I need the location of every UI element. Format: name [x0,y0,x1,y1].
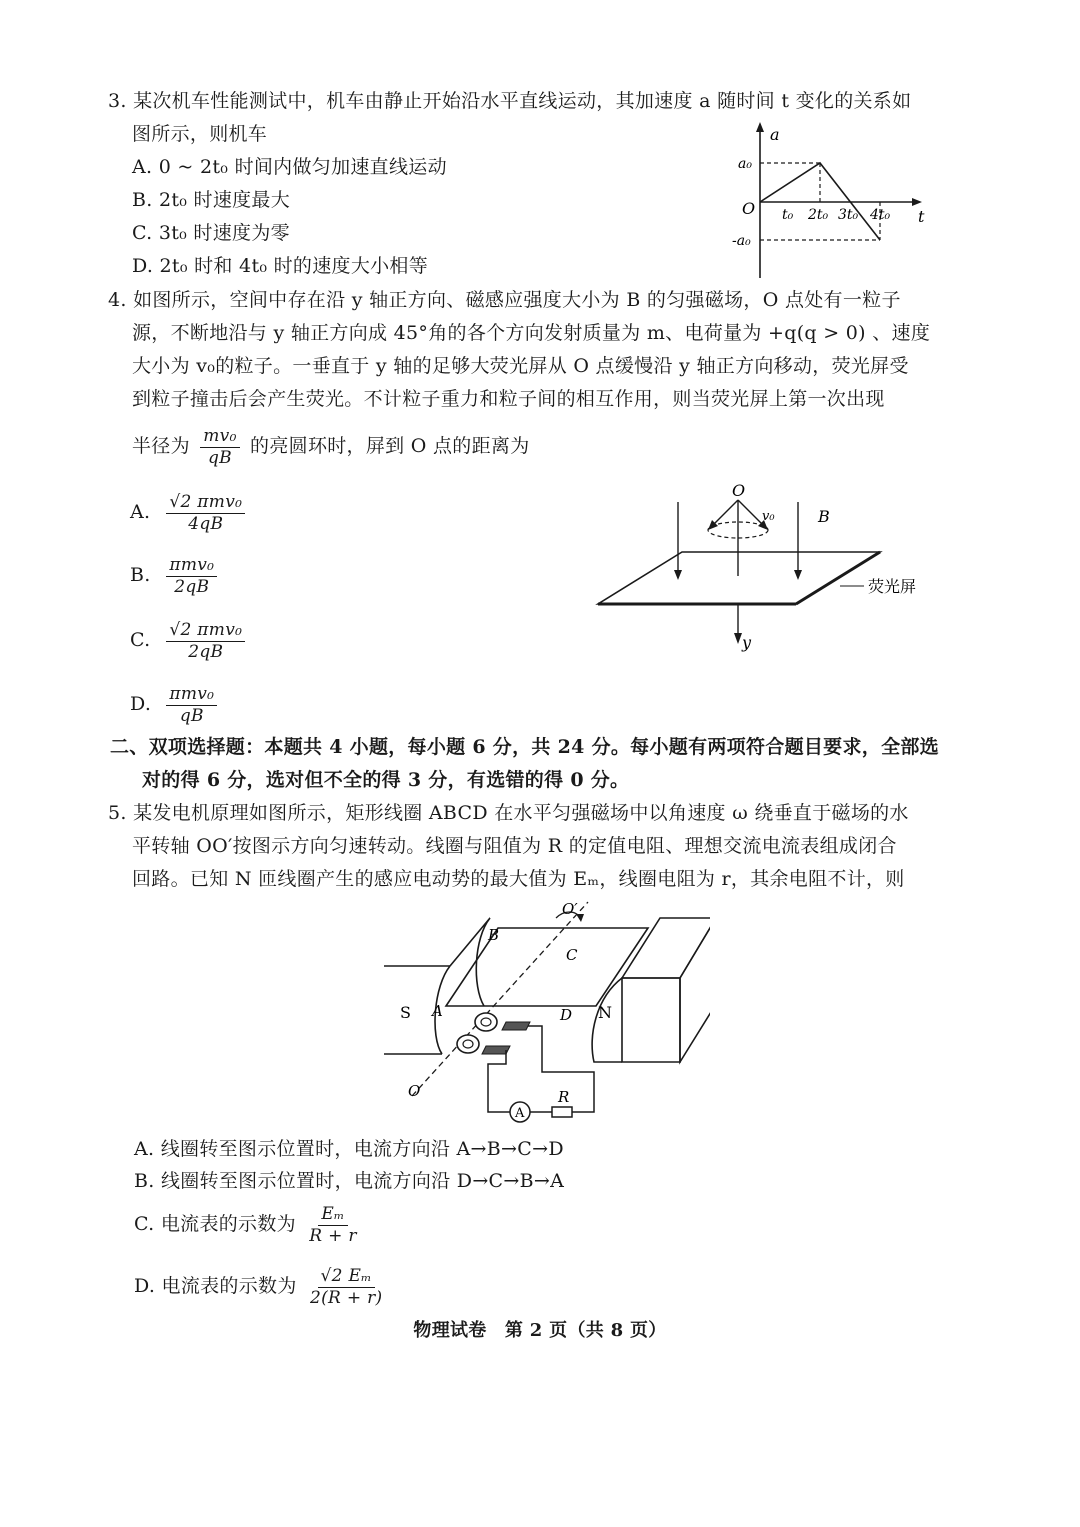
q4-option-b-numerator: πmv₀ [166,555,217,577]
q4-option-b [130,553,221,598]
q4-option-a-denominator: 4qB [188,513,224,534]
origin-o-label: O [732,481,746,500]
circuit-wire-2 [488,1050,510,1112]
q4-option-a-numerator: √2 πmv₀ [166,492,245,514]
q3-option-a: A. 0 ~ 2t₀ 时间内做匀加速直线运动 [132,156,447,178]
q4-option-a-letter: A. [130,501,151,523]
tick-t0: t₀ [782,207,794,223]
slip-ring-2 [457,1035,479,1053]
q5-option-d-numerator: √2 Eₘ [318,1266,375,1288]
v0-label: v₀ [762,509,775,524]
q5-option-a: A. 线圈转至图示位置时，电流方向沿 A→B→C→D [134,1138,564,1160]
q3-option-b: B. 2t₀ 时速度最大 [132,189,291,211]
screen-label: 荧光屏 [868,577,917,596]
y-axis-arrow-icon [734,633,742,644]
a0-label: a₀ [738,156,752,172]
field-b-label: B [818,507,830,526]
q5-option-d-prefix: D. 电流表的示数为 [134,1275,297,1297]
section-2-heading-line-2: 对的得 6 分，选对但不全的得 3 分，有选错的得 0 分。 [142,769,630,791]
n-pole-label: N [598,1003,612,1022]
q4-radius-fraction [200,426,239,469]
axis-o-label: O [408,1082,421,1100]
tick-2t0: 2t₀ [808,207,829,223]
q4-fluorescent-screen-figure [590,478,940,658]
q4-option-d-denominator: qB [179,705,204,726]
q4-radius-denominator: qB [207,447,232,468]
q5-option-b: B. 线圈转至图示位置时，电流方向沿 D→C→B→A [134,1170,565,1192]
axis-o-prime-label: O′ [562,900,578,918]
x-axis-label: t [918,207,925,226]
q4-option-c-denominator: 2qB [188,641,224,662]
n-magnet-front [622,978,680,1062]
section-2-heading-line-1: 二、双项选择题：本题共 4 小题，每小题 6 分，共 24 分。每小题有两项符合题目要求，全部选 [110,736,939,758]
q5-option-c-fraction [306,1204,359,1247]
q4-radius-numerator: mv₀ [200,426,239,448]
s-magnet-top-face [450,918,490,1006]
q4-option-c-fraction [166,620,245,663]
coil-b-label: B [488,926,500,944]
q4-option-b-denominator: 2qB [174,576,210,597]
x-axis-arrow-icon [912,198,922,206]
q4-option-d-letter: D. [130,693,152,715]
brush-1 [502,1022,530,1030]
q4-stem-line-2: 源，不断地沿与 y 轴正方向成 45°角的各个方向发射质量为 m、电荷量为 +q(q > 0) 、速度 [132,322,931,344]
q5-stem-line-1: 5. 某发电机原理如图所示，矩形线圈 ABCD 在水平匀强磁场中以角速度 ω 绕垂直于磁场的水 [108,802,909,824]
q5-option-c-numerator: Eₘ [318,1204,347,1226]
q5-stem-line-3: 回路。已知 N 匝线圈产生的感应电动势的最大值为 Eₘ，线圈电阻为 r，其余电阻不计，则 [132,868,905,890]
q4-option-d-fraction [166,684,217,727]
resistor-icon [552,1107,572,1117]
resistor-label: R [558,1088,570,1106]
coil-d-label: D [560,1006,573,1024]
y-axis-label: y [742,633,752,652]
q4-stem-line-5 [132,424,530,469]
q5-option-d-denominator: 2(R + r) [309,1287,383,1308]
q5-option-c [134,1202,364,1247]
coil-c-label: C [566,946,578,964]
q5-stem-line-2: 平转轴 OO′按图示方向匀速转动。线圈与阻值为 R 的定值电阻、理想交流电流表组成闭合 [132,835,897,857]
q5-option-d [134,1264,389,1309]
q4-option-d [130,682,221,727]
q4-stem-line-4: 到粒子撞击后会产生荧光。不计粒子重力和粒子间的相互作用，则当荧光屏上第一次出现 [132,388,885,410]
q5-option-d-fraction [307,1266,385,1309]
q4-option-c-numerator: √2 πmv₀ [166,620,245,642]
q4-option-c-letter: C. [130,629,151,651]
page-footer: 物理试卷 第 2 页（共 8 页） [413,1320,667,1341]
q3-option-d: D. 2t₀ 时和 4t₀ 时的速度大小相等 [132,255,429,277]
slip-ring-1 [475,1013,497,1031]
q4-option-b-fraction [166,555,217,598]
rotation-axis [412,902,588,1096]
neg-a0-label: -a₀ [732,233,751,249]
q4-option-a-fraction [166,492,245,535]
q3-option-c: C. 3t₀ 时速度为零 [132,222,290,244]
tick-3t0: 3t₀ [838,207,859,223]
q4-option-a [130,490,249,535]
tick-4t0: 4t₀ [870,207,891,223]
field-arrow-left-icon [674,570,682,580]
q3-stem-line-1: 3. 某次机车性能测试中，机车由静止开始沿水平直线运动，其加速度 a 随时间 t 变化的关系如 [108,90,912,112]
coil-a-label: A [432,1002,443,1020]
q4-line5-suffix: 的亮圆环时，屏到 O 点的距离为 [250,435,530,457]
origin-label: O [742,199,756,218]
q4-line5-prefix: 半径为 [132,435,190,457]
q3-acceleration-graph [728,118,928,283]
q3-stem-line-2: 图所示，则机车 [132,123,268,145]
q4-option-c [130,618,249,663]
q4-option-b-letter: B. [130,564,151,586]
n-magnet-side [680,918,710,1062]
ammeter-label: A [515,1106,525,1121]
y-axis-arrow-icon [756,122,764,132]
q4-option-d-numerator: πmv₀ [166,684,217,706]
q5-option-c-denominator: R + r [309,1225,357,1246]
s-pole-label: S [400,1003,411,1022]
q5-option-c-prefix: C. 电流表的示数为 [134,1213,296,1235]
q4-stem-line-3: 大小为 v₀的粒子。一垂直于 y 轴的足够大荧光屏从 O 点缓慢沿 y 轴正方向移动，荧光屏受 [132,355,909,377]
q4-stem-line-1: 4. 如图所示，空间中存在沿 y 轴正方向、磁感应强度大小为 B 的匀强磁场，O 点处有一粒子 [108,289,901,311]
field-arrow-right-icon [794,570,802,580]
q5-generator-figure [380,896,710,1126]
y-axis-label: a [770,125,780,144]
